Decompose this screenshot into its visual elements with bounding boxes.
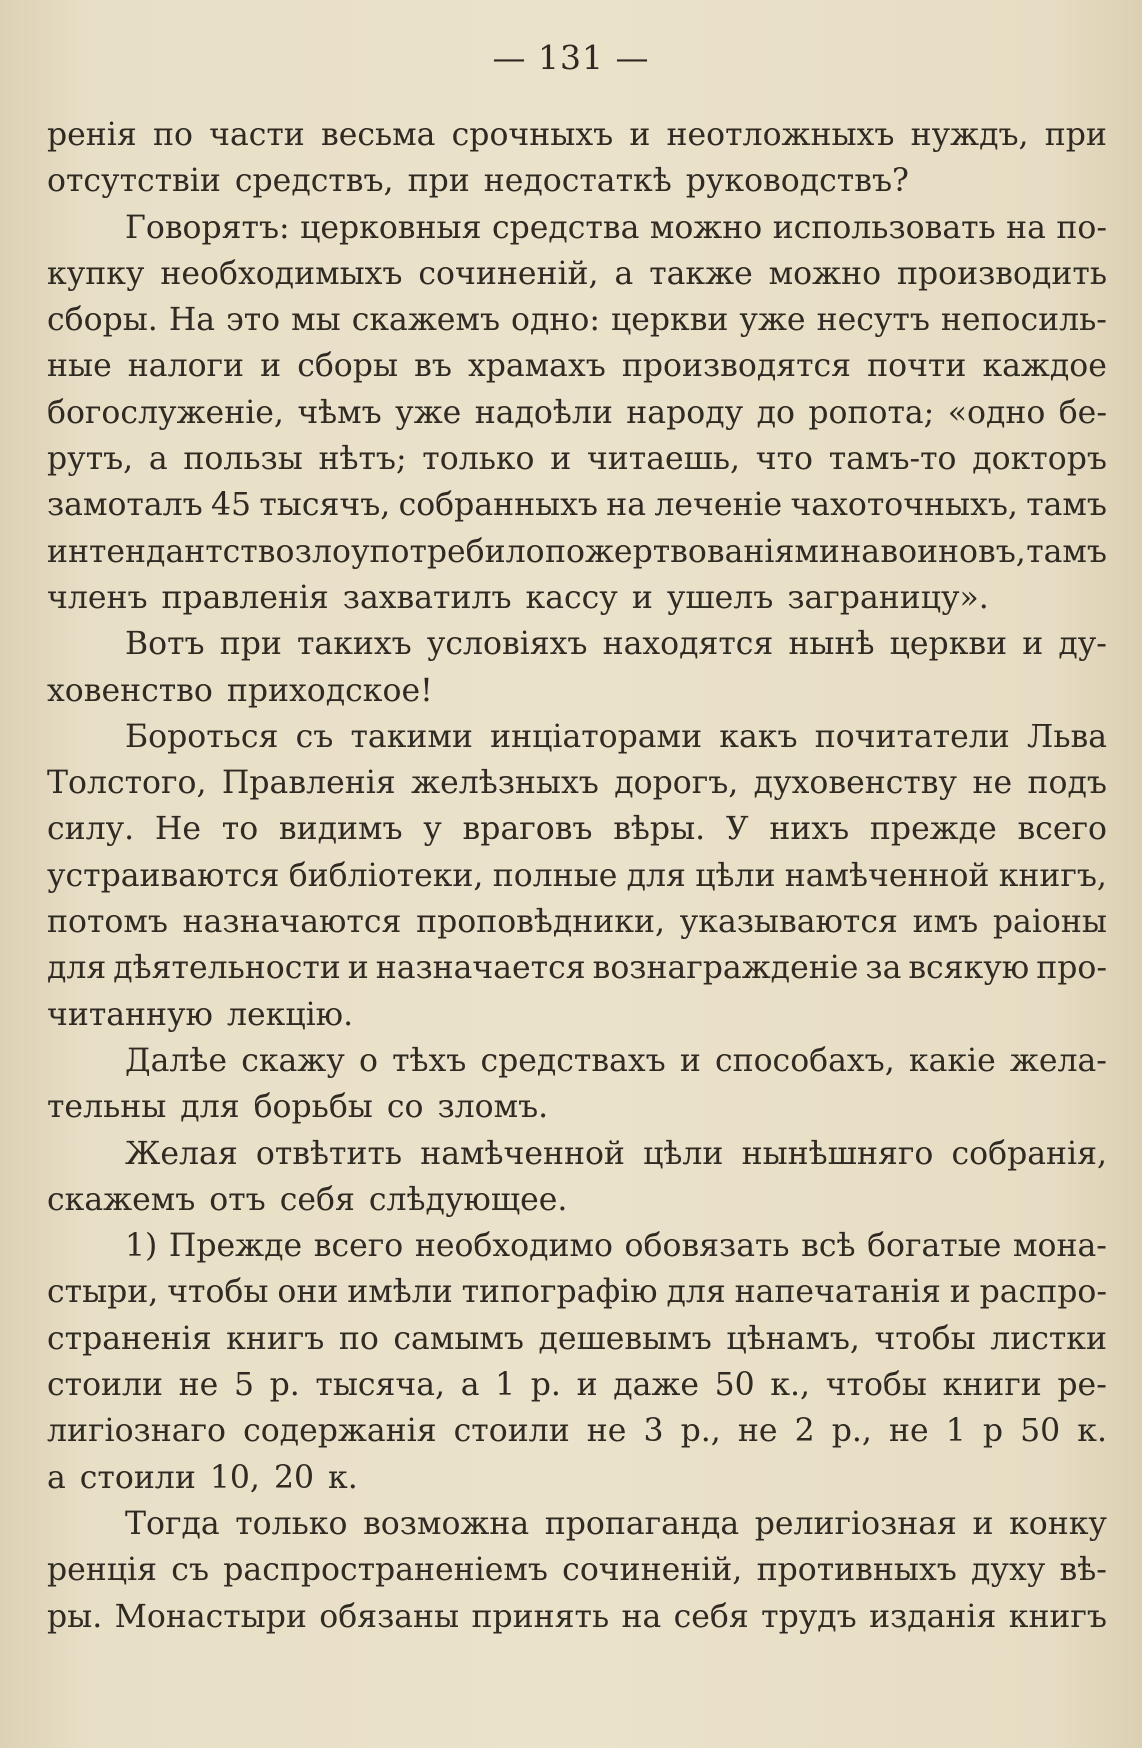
text-line: Далѣе скажу о тѣхъ средствахъ и способахъ, какіе жела-: [125, 1042, 1107, 1079]
text-line: ренія по части весьма срочныхъ и неотложныхъ нуждъ, при: [47, 117, 1107, 153]
text-line: Бороться съ такими инціаторами какъ почитатели Льва: [125, 718, 1107, 755]
body-text: [47, 112, 1107, 1640]
text-line: рутъ, а пользы нѣтъ; только и читаешь, что тамъ-то докторъ: [47, 441, 1107, 478]
text-line: интендантство злоупотребило пожертвованіями на воиновъ, тамъ: [47, 533, 1107, 570]
text-line: ренція съ распространеніемъ сочиненій, противныхъ духу вѣ-: [47, 1552, 1107, 1589]
text-line: а стоили 10, 20 к.: [47, 1459, 358, 1496]
text-line: страненія книгъ по самымъ дешевымъ цѣнамъ, чтобы листки: [47, 1320, 1107, 1357]
text-line: Толстого, Правленія желѣзныхъ дорогъ, духовенству не подъ: [47, 765, 1107, 802]
text-line: тельны для борьбы со зломъ.: [47, 1089, 549, 1126]
text-line: ры. Монастыри обязаны принять на себя трудъ изданія книгъ: [47, 1598, 1107, 1635]
text-line: Тогда только возможна пропаганда религіозная и конку: [125, 1505, 1107, 1542]
page-number: — 131 —: [492, 38, 650, 77]
text-line: читанную лекцію.: [47, 996, 354, 1033]
text-line: сборы. На это мы скажемъ одно: церкви уже несутъ непосиль-: [47, 302, 1107, 339]
text-line: Вотъ при такихъ условіяхъ находятся нынѣ церкви и ду-: [125, 626, 1107, 663]
text-line: устраиваются библіотеки, полные для цѣли намѣченной книгъ,: [47, 857, 1107, 894]
text-line: лигіознаго содержанія стоили не 3 р., не 2 р., не 1 р 50 к.: [47, 1413, 1107, 1450]
text-line: силу. Не то видимъ у враговъ вѣры. У нихъ прежде всего: [47, 811, 1107, 848]
text-line: Желая отвѣтить намѣченной цѣли нынѣшняго собранія,: [125, 1135, 1107, 1172]
text-line: купку необходимыхъ сочиненій, а также можно производить: [47, 255, 1107, 292]
text-line: скажемъ отъ себя слѣдующее.: [47, 1181, 568, 1218]
text-line: замоталъ 45 тысячъ, собранныхъ на леченіе чахоточныхъ, тамъ: [47, 487, 1107, 524]
text-line: стоили не 5 р. тысяча, а 1 р. и даже 50 к., чтобы книги ре-: [47, 1367, 1107, 1404]
text-line: ные налоги и сборы въ храмахъ производятся почти каждое: [47, 348, 1107, 385]
text-line: отсутствіи средствъ, при недостаткѣ руководствъ?: [47, 163, 909, 200]
text-line: ховенство приходское!: [47, 672, 433, 709]
text-line: богослуженіе, чѣмъ уже надоѣли народу до ропота; «одно бе-: [47, 394, 1107, 431]
text-line: для дѣятельности и назначается вознагражденіе за всякую про-: [47, 950, 1107, 987]
text-line: 1) Прежде всего необходимо обовязать всѣ богатые мона-: [125, 1228, 1107, 1265]
text-line: членъ правленія захватилъ кассу и ушелъ заграницу».: [47, 579, 989, 616]
text-line: потомъ назначаются проповѣдники, указываются имъ раіоны: [47, 904, 1107, 941]
text-line: Говорятъ: церковныя средства можно использовать на по-: [125, 209, 1107, 246]
text-line: стыри, чтобы они имѣли типографію для напечатанія и распро-: [47, 1274, 1107, 1311]
